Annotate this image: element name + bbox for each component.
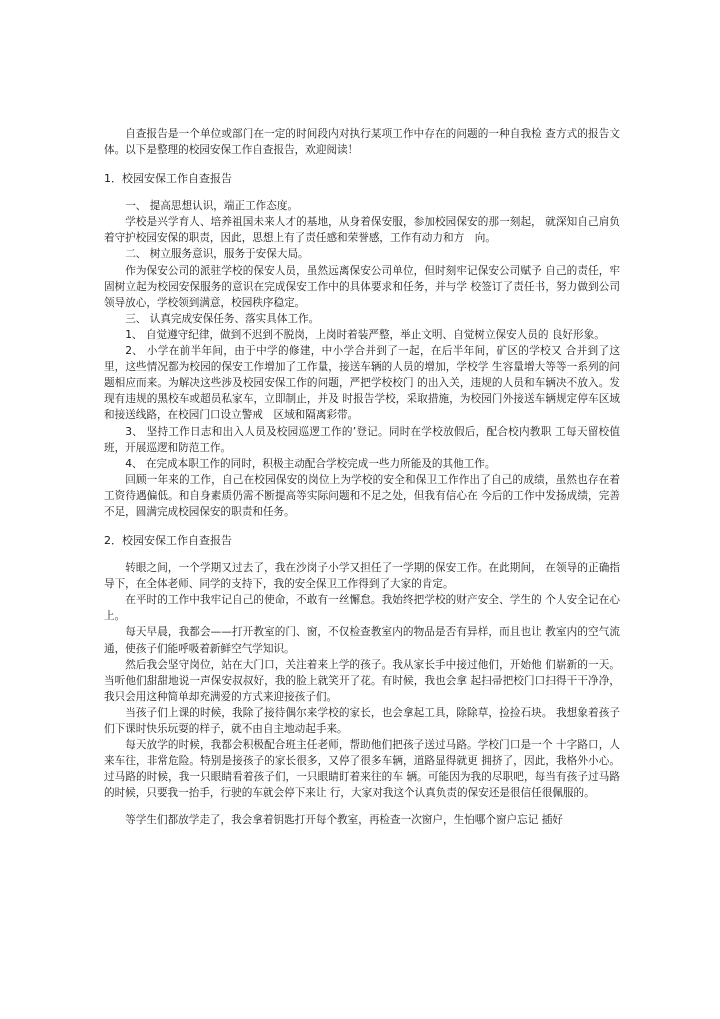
s2-paragraph: 每天早晨，我都会——打开教室的门、窗，不仅检查教室内的物品是否有异样，而且也让 教室内的空气流通，使孩子们能呼吸着新鲜空气学知识。 (104, 626, 620, 655)
section-1-title: 1．校园安保工作自查报告 (104, 172, 232, 186)
s1-item-2: 2、 小学在前半年间，由于中学的修建，中小学合并到了一起，在后半年间，矿区的学校又 合并到了这里，这些情况都为校园的保安工作增加了工作量，接送车辆的人员的增加，学校学 生容量增大等等一系列的问题相应而来。为解决这些涉及校园安保工作的问题，严把学校校门 的出入关，违规的人员和车辆决不放入。发现有违规的黑校车或超员私家车，立即制止，并及 时报告学校，采取措施，为校园门外接送车辆规定停车区域和接送线路，在校园门口设立警戒 区域和隔离彩带。 (104, 345, 620, 422)
s2-paragraph: 然后我会坚守岗位，站在大门口，关注着来上学的孩子。我从家长手中接过他们，开始他 们崭新的一天。当听他们甜甜地说一声保安叔叔好，我的脸上就笑开了花。有时候，我也会拿 起扫帚把校门口扫得干干净净，我只会用这种简单却充满爱的方式来迎接孩子们。 (104, 658, 620, 703)
section-2-title: 2．校园安保工作自查报告 (104, 534, 232, 548)
s2-paragraph: 每天放学的时候，我都会积极配合班主任老师，帮助他们把孩子送过马路。学校门口是一个 十字路口，人来车往，非常危险。特别是接孩子的家长很多，又停了很多车辆，道路显得就更 拥挤了，因此，我格外小心。过马路的时候，我一只眼睛看着孩子们，一只眼睛盯着来往的车 辆。可能因为我的尽职吧，每当有孩子过马路的时候，只要我一抬手，行驶的车就会停下来让 行，大家对我这个认真负责的保安还是很信任很佩服的。 (104, 739, 620, 800)
s2-paragraph: 等学生们都放学走了，我会拿着钥匙打开每个教室，再检查一次窗户，生怕哪个窗户忘记 插好 (125, 814, 563, 827)
intro-paragraph: 自查报告是一个单位或部门在一定的时间段内对执行某项工作中存在的问题的一种自我检 查方式的报告文体。以下是整理的校园安保工作自查报告，欢迎阅读！ (104, 128, 620, 157)
s1-heading-2: 二、 树立服务意识，服务于安保大局。 (125, 248, 309, 261)
s2-paragraph: 转眼之间，一个学期又过去了，我在沙岗子小学又担任了一学期的保安工作。在此期间， 在领导的正确指导下，在全体老师、同学的支持下，我的安全保卫工作得到了大家的肯定。 (104, 562, 620, 591)
s2-paragraph: 当孩子们上课的时候，我除了接待偶尔来学校的家长，也会拿起工具，除除草，捡捡石块。 我想象着孩子们下课时快乐玩耍的样子，就不由自主地动起手来。 (104, 706, 620, 735)
s1-heading-3: 三、 认真完成安保任务、落实具体工作。 (125, 312, 320, 325)
s1-paragraph: 学校是兴学育人、培养祖国未来人才的基地，从身着保安服，参加校园保安的那一刻起， 就深知自己肩负着守护校园安保的职责，因此，思想上有了责任感和荣誉感，工作有动力和方 向。 (104, 216, 620, 245)
s2-paragraph: 在平时的工作中我牢记自己的使命，不敢有一丝懈怠。我始终把学校的财产安全、学生的 个人安全记在心上。 (104, 594, 620, 623)
s1-item-4: 4、 在完成本职工作的同时，积极主动配合学校完成一些力所能及的其他工作。 (125, 457, 496, 470)
s1-heading-1: 一、 提高思想认识，端正工作态度。 (125, 200, 299, 213)
s1-item-1: 1、 自觉遵守纪律，做到不迟到不脱岗，上岗时着装严整，举止文明、自觉树立保安人员的 良好形象。 (125, 328, 605, 341)
s1-paragraph: 作为保安公司的派驻学校的保安人员，虽然远离保安公司单位，但时刻牢记保安公司赋予 自己的责任，牢固树立起为校园安保服务的意识在完成保安工作中的具体要求和任务，并与学 校签订了责任书，努力做到公司领导放心，学校领到满意，校园秩序稳定。 (104, 264, 620, 309)
document-page (104, 126, 620, 829)
s1-item-3: 3、 坚持工作日志和出入人员及校园巡逻工作的’登记。同时在学校放假后，配合校内教职 工每天留校值班，开展巡逻和防范工作。 (104, 425, 620, 454)
s1-summary: 回顾一年来的工作，自己在校园保安的岗位上为学校的安全和保卫工作作出了自己的成绩，虽然也存在着工资待遇偏低。和自身素质仍需不断提高等实际问题和不足之处，但我有信心在 今后的工作中发扬成绩，完善不足，圆满完成校园保安的职责和任务。 (104, 473, 620, 518)
